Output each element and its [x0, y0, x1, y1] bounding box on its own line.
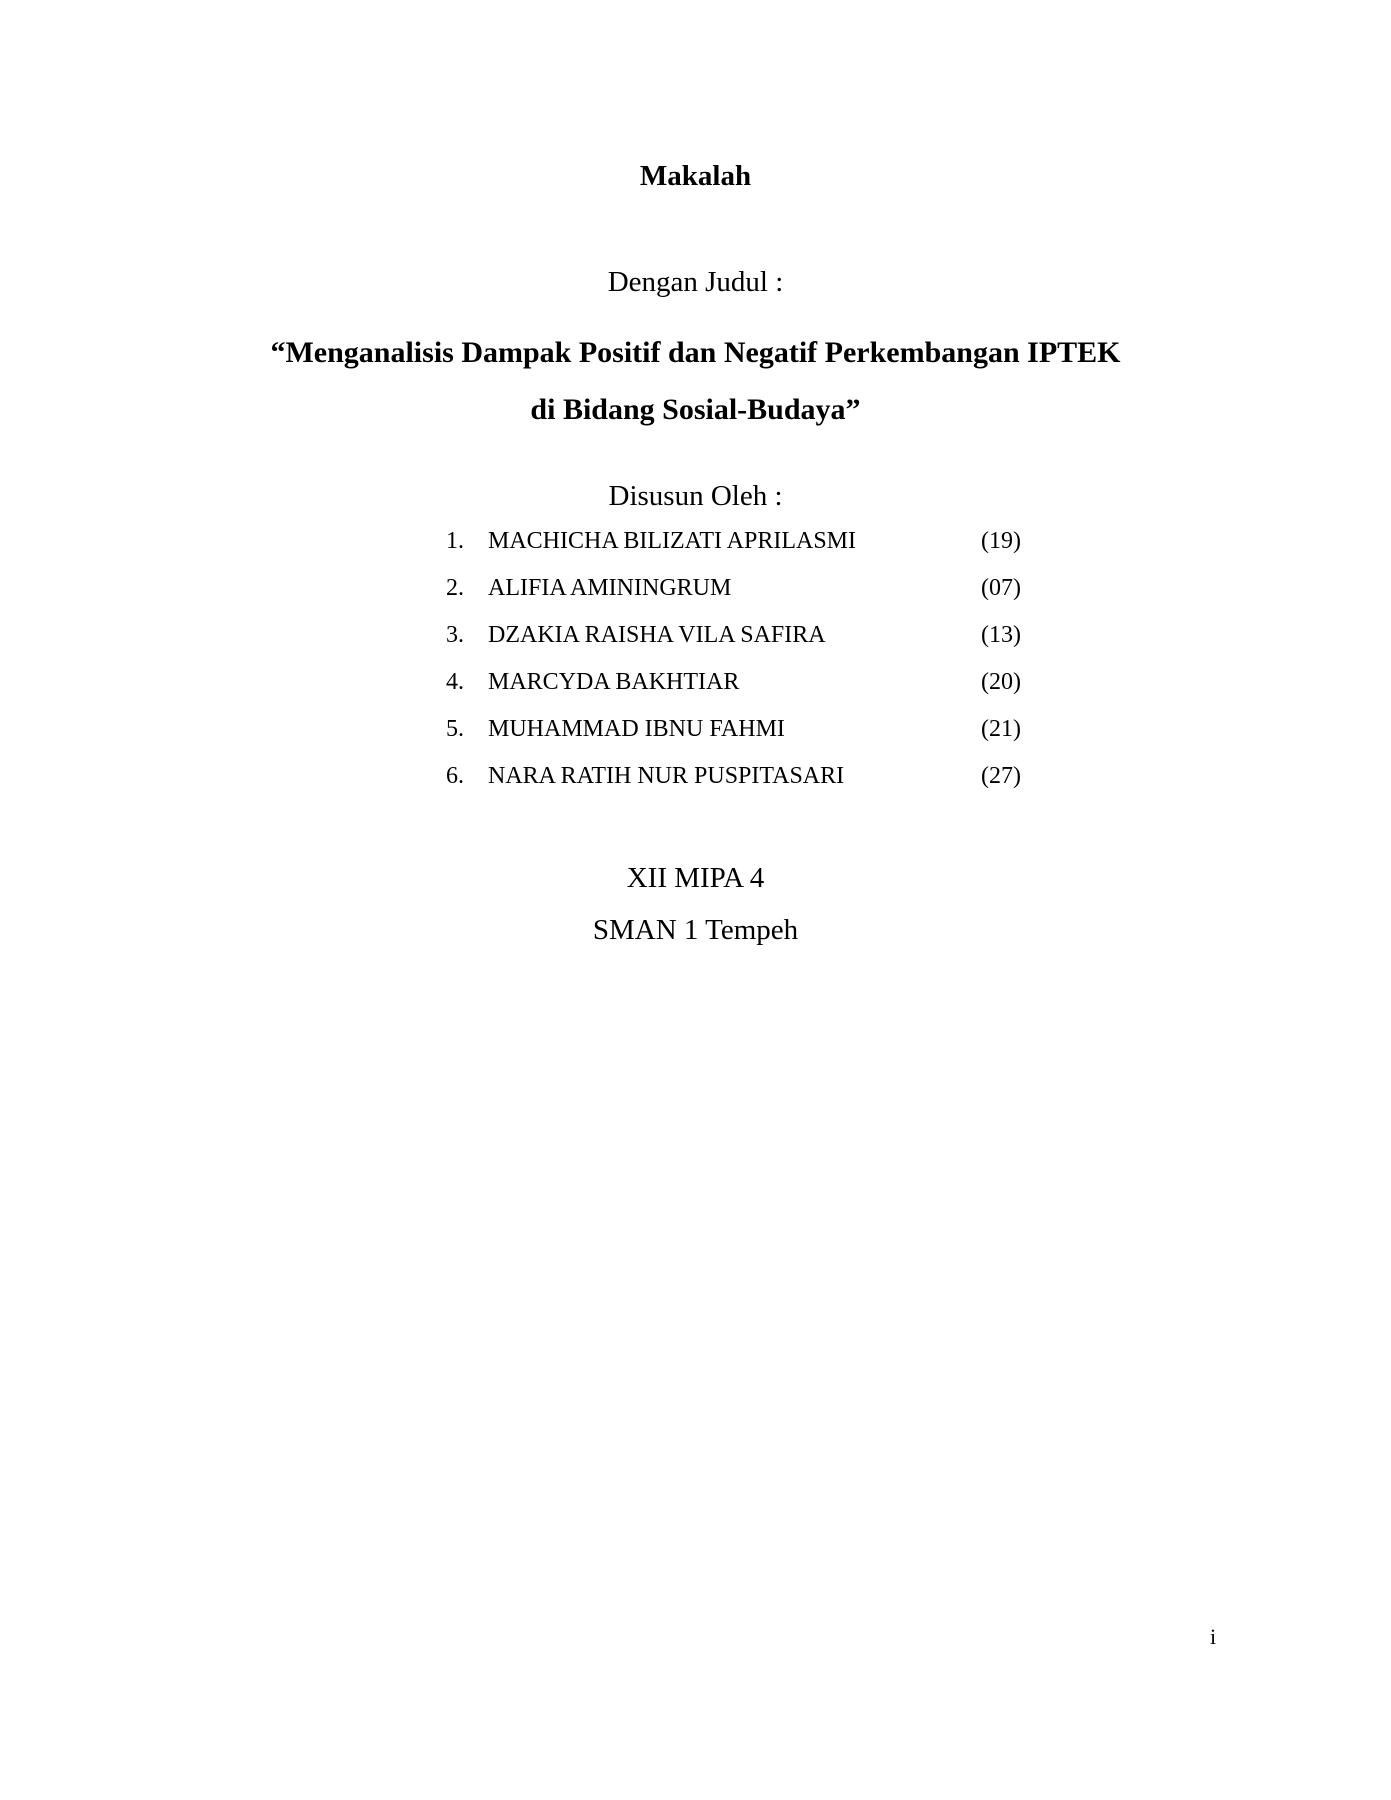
author-list	[446, 528, 1046, 810]
page-number: i	[1210, 1624, 1217, 1649]
author-attendance-number: (21)	[981, 716, 1021, 742]
authors-heading: Disusun Oleh :	[608, 480, 783, 512]
author-name: MUHAMMAD IBNU FAHMI	[488, 716, 785, 742]
author-number: 6.	[446, 763, 464, 789]
author-number: 2.	[446, 575, 464, 601]
title-intro: Dengan Judul :	[607, 266, 784, 298]
school-name: SMAN 1 Tempeh	[592, 914, 799, 946]
author-number: 1.	[446, 528, 464, 554]
author-number: 5.	[446, 716, 464, 742]
author-number: 3.	[446, 622, 464, 648]
author-name: ALIFIA AMININGRUM	[488, 575, 732, 601]
author-attendance-number: (19)	[981, 528, 1021, 554]
author-attendance-number: (07)	[981, 575, 1021, 601]
author-name: MARCYDA BAKHTIAR	[488, 669, 740, 695]
author-attendance-number: (27)	[981, 763, 1021, 789]
document-title-line-1: “Menganalisis Dampak Positif dan Negatif Perkembangan IPTEK	[270, 336, 1121, 369]
author-row	[446, 575, 1046, 622]
author-row	[446, 669, 1046, 716]
author-number: 4.	[446, 669, 464, 695]
class-name: XII MIPA 4	[626, 862, 765, 894]
document-title-line-2: di Bidang Sosial-Budaya”	[530, 393, 861, 426]
author-name: MACHICHA BILIZATI APRILASMI	[488, 528, 857, 554]
document-heading: Makalah	[639, 160, 752, 192]
author-attendance-number: (20)	[981, 669, 1021, 695]
author-row	[446, 622, 1046, 669]
author-row	[446, 716, 1046, 763]
author-name: NARA RATIH NUR PUSPITASARI	[488, 763, 845, 789]
author-row	[446, 763, 1046, 810]
author-name: DZAKIA RAISHA VILA SAFIRA	[488, 622, 826, 648]
author-row	[446, 528, 1046, 575]
author-attendance-number: (13)	[981, 622, 1021, 648]
